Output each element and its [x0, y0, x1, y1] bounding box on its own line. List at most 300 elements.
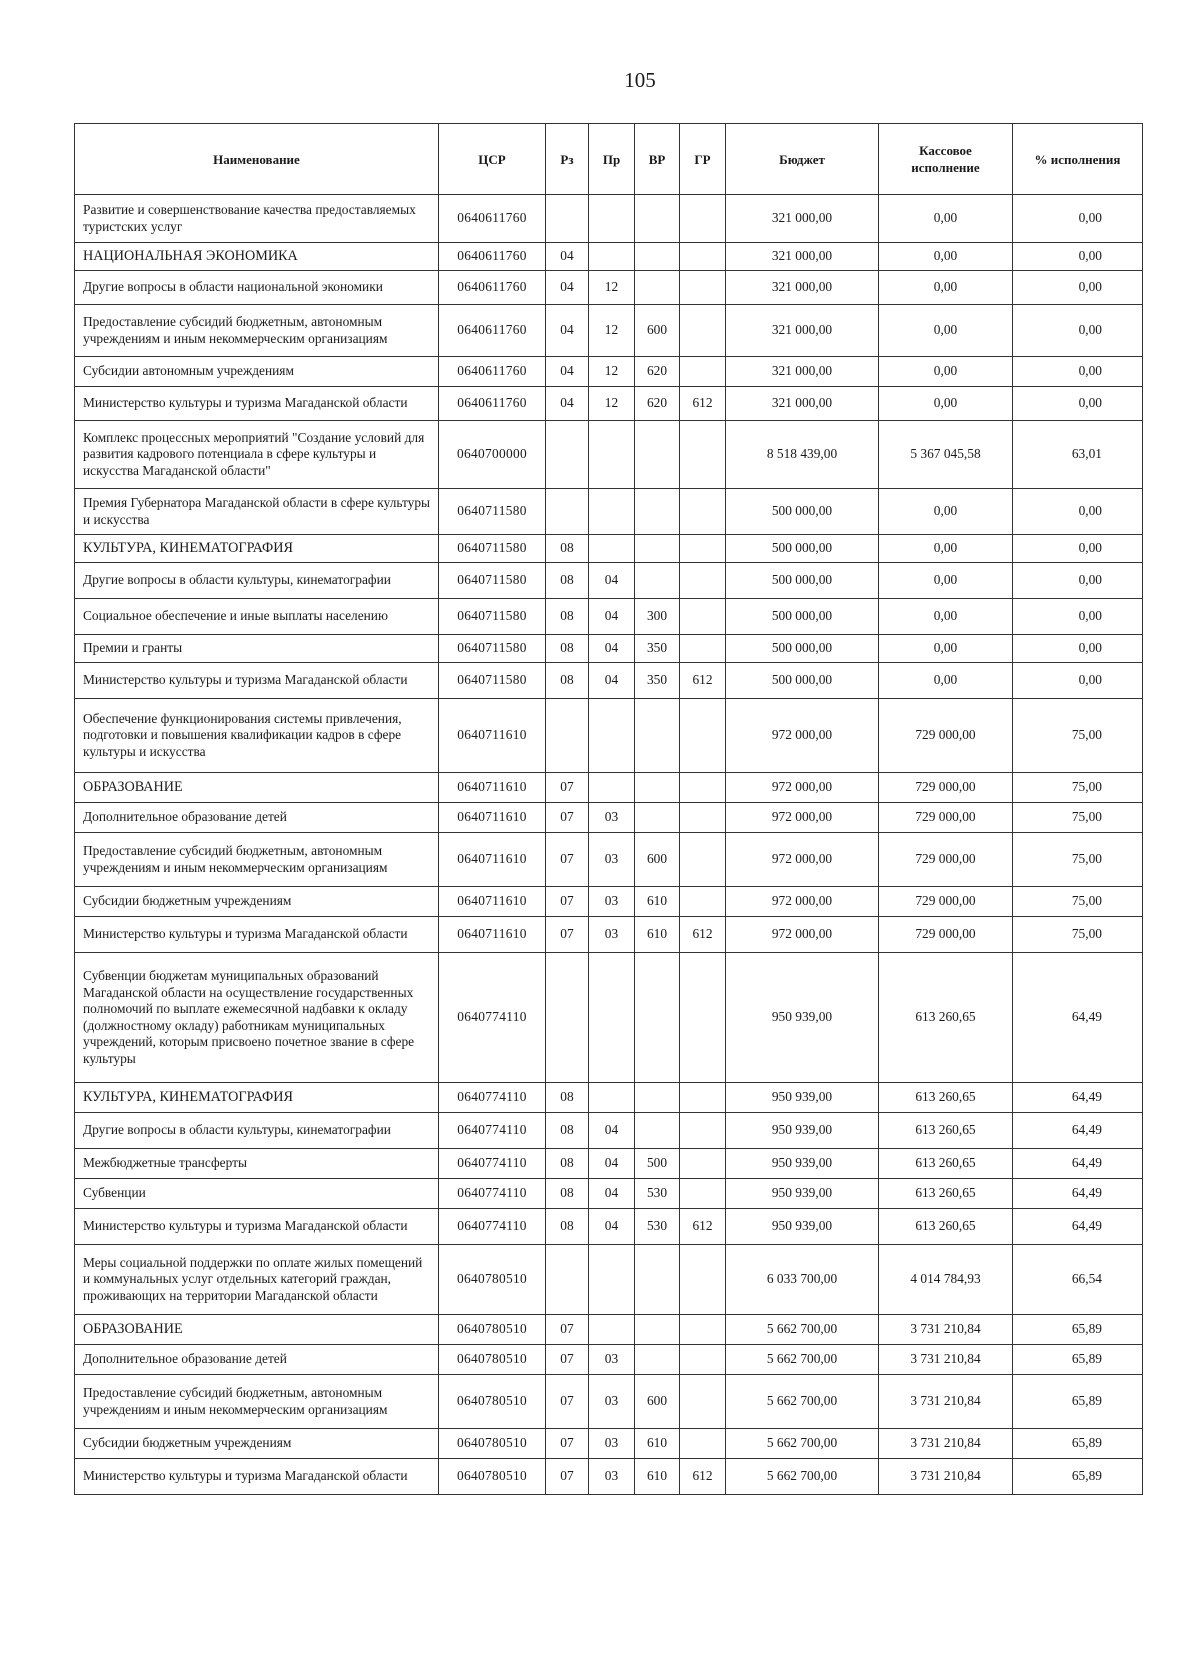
table-row — [75, 489, 1143, 535]
cell-exec: 0,00 — [879, 243, 1013, 271]
table-row — [75, 887, 1143, 917]
cell-exec: 729 000,00 — [879, 917, 1013, 953]
cell-budget: 972 000,00 — [726, 887, 879, 917]
cell-pr: 03 — [589, 833, 635, 887]
cell-pr: 03 — [589, 917, 635, 953]
cell-pct: 0,00 — [1013, 387, 1143, 421]
column-header-budget: Бюджет — [726, 124, 879, 195]
cell-pr: 12 — [589, 387, 635, 421]
cell-pr: 03 — [589, 803, 635, 833]
cell-rz — [546, 489, 589, 535]
cell-exec: 0,00 — [879, 195, 1013, 243]
cell-pr: 04 — [589, 1113, 635, 1149]
cell-pr: 04 — [589, 1149, 635, 1179]
cell-name: Премии и гранты — [75, 635, 439, 663]
cell-gr — [680, 887, 726, 917]
cell-exec: 3 731 210,84 — [879, 1429, 1013, 1459]
cell-gr — [680, 1149, 726, 1179]
cell-pr: 04 — [589, 1209, 635, 1245]
cell-vr — [635, 1083, 680, 1113]
cell-pr: 04 — [589, 599, 635, 635]
cell-csr: 0640711580 — [439, 563, 546, 599]
cell-budget: 5 662 700,00 — [726, 1459, 879, 1495]
cell-budget: 950 939,00 — [726, 1209, 879, 1245]
table-row — [75, 699, 1143, 773]
cell-budget: 321 000,00 — [726, 387, 879, 421]
cell-name: Дополнительное образование детей — [75, 803, 439, 833]
table-row — [75, 1245, 1143, 1315]
cell-csr: 0640774110 — [439, 1149, 546, 1179]
cell-gr — [680, 535, 726, 563]
cell-name: Социальное обеспечение и иные выплаты населению — [75, 599, 439, 635]
cell-pct: 0,00 — [1013, 563, 1143, 599]
cell-vr — [635, 953, 680, 1083]
cell-budget: 500 000,00 — [726, 635, 879, 663]
cell-rz: 07 — [546, 1315, 589, 1345]
cell-pr: 03 — [589, 1459, 635, 1495]
cell-name: Меры социальной поддержки по оплате жилых помещений и коммунальных услуг отдельных категорий граждан, проживающих на территории Магаданской области — [75, 1245, 439, 1315]
cell-pct: 64,49 — [1013, 1209, 1143, 1245]
cell-name: Развитие и совершенствование качества предоставляемых туристских услуг — [75, 195, 439, 243]
cell-name: Межбюджетные трансферты — [75, 1149, 439, 1179]
cell-pr — [589, 1083, 635, 1113]
cell-csr: 0640611760 — [439, 243, 546, 271]
cell-vr — [635, 243, 680, 271]
table-row — [75, 773, 1143, 803]
cell-pct: 64,49 — [1013, 1179, 1143, 1209]
cell-pr: 04 — [589, 663, 635, 699]
table-row — [75, 917, 1143, 953]
table-row — [75, 663, 1143, 699]
cell-csr: 0640700000 — [439, 421, 546, 489]
cell-exec: 613 260,65 — [879, 1209, 1013, 1245]
cell-vr — [635, 271, 680, 305]
cell-pct: 75,00 — [1013, 803, 1143, 833]
cell-pr: 12 — [589, 357, 635, 387]
cell-rz: 07 — [546, 917, 589, 953]
cell-gr — [680, 271, 726, 305]
cell-pct: 65,89 — [1013, 1375, 1143, 1429]
cell-rz: 08 — [546, 663, 589, 699]
cell-budget: 972 000,00 — [726, 803, 879, 833]
cell-exec: 0,00 — [879, 489, 1013, 535]
cell-rz — [546, 421, 589, 489]
cell-exec: 0,00 — [879, 305, 1013, 357]
cell-name: ОБРАЗОВАНИЕ — [75, 1315, 439, 1345]
cell-pct: 64,49 — [1013, 1149, 1143, 1179]
cell-pr: 04 — [589, 563, 635, 599]
cell-rz: 08 — [546, 1179, 589, 1209]
cell-name: Субвенции — [75, 1179, 439, 1209]
cell-rz: 08 — [546, 599, 589, 635]
cell-name: Министерство культуры и туризма Магаданской области — [75, 1459, 439, 1495]
table-header-row — [75, 124, 1143, 195]
cell-pct: 0,00 — [1013, 489, 1143, 535]
cell-csr: 0640780510 — [439, 1429, 546, 1459]
cell-pct: 75,00 — [1013, 887, 1143, 917]
cell-exec: 4 014 784,93 — [879, 1245, 1013, 1315]
cell-csr: 0640611760 — [439, 305, 546, 357]
cell-rz — [546, 1245, 589, 1315]
cell-vr: 610 — [635, 917, 680, 953]
cell-pct: 0,00 — [1013, 635, 1143, 663]
cell-csr: 0640711610 — [439, 773, 546, 803]
cell-rz: 04 — [546, 243, 589, 271]
cell-vr — [635, 563, 680, 599]
cell-budget: 500 000,00 — [726, 663, 879, 699]
cell-rz: 08 — [546, 535, 589, 563]
table-row — [75, 357, 1143, 387]
cell-rz: 08 — [546, 1149, 589, 1179]
cell-rz — [546, 699, 589, 773]
cell-vr: 610 — [635, 1429, 680, 1459]
cell-budget: 950 939,00 — [726, 1113, 879, 1149]
cell-pct: 0,00 — [1013, 663, 1143, 699]
cell-exec: 3 731 210,84 — [879, 1345, 1013, 1375]
cell-csr: 0640780510 — [439, 1245, 546, 1315]
cell-exec: 0,00 — [879, 563, 1013, 599]
cell-pct: 0,00 — [1013, 271, 1143, 305]
cell-rz: 07 — [546, 1429, 589, 1459]
column-header-csr: ЦСР — [439, 124, 546, 195]
cell-gr — [680, 421, 726, 489]
cell-csr: 0640711610 — [439, 699, 546, 773]
cell-name: Министерство культуры и туризма Магаданской области — [75, 1209, 439, 1245]
column-header-gr: ГР — [680, 124, 726, 195]
cell-csr: 0640780510 — [439, 1459, 546, 1495]
cell-pr: 12 — [589, 305, 635, 357]
cell-vr — [635, 421, 680, 489]
cell-name: Субвенции бюджетам муниципальных образований Магаданской области на осуществление государственных полномочий по выплате ежемесячной надбавки к окладу (должностному окладу) работникам муниципальных учреждений, которым присвоено почетное звание в сфере культуры — [75, 953, 439, 1083]
cell-exec: 613 260,65 — [879, 953, 1013, 1083]
cell-pr — [589, 421, 635, 489]
cell-budget: 5 662 700,00 — [726, 1429, 879, 1459]
cell-rz: 07 — [546, 773, 589, 803]
cell-exec: 0,00 — [879, 663, 1013, 699]
cell-gr — [680, 1429, 726, 1459]
table-row — [75, 271, 1143, 305]
cell-vr: 530 — [635, 1179, 680, 1209]
column-header-pr: Пр — [589, 124, 635, 195]
cell-exec: 0,00 — [879, 387, 1013, 421]
cell-budget: 5 662 700,00 — [726, 1345, 879, 1375]
cell-exec: 3 731 210,84 — [879, 1315, 1013, 1345]
cell-vr — [635, 1315, 680, 1345]
cell-rz: 04 — [546, 357, 589, 387]
cell-name: Предоставление субсидий бюджетным, автономным учреждениям и иным некоммерческим организациям — [75, 833, 439, 887]
cell-gr — [680, 563, 726, 599]
cell-csr: 0640711580 — [439, 535, 546, 563]
cell-pr — [589, 773, 635, 803]
cell-vr: 600 — [635, 305, 680, 357]
cell-csr: 0640711610 — [439, 833, 546, 887]
cell-csr: 0640774110 — [439, 1179, 546, 1209]
cell-gr — [680, 1375, 726, 1429]
table-row — [75, 305, 1143, 357]
cell-rz: 07 — [546, 1375, 589, 1429]
table-row — [75, 421, 1143, 489]
cell-csr: 0640774110 — [439, 1113, 546, 1149]
column-header-name: Наименование — [75, 124, 439, 195]
column-header-vr: ВР — [635, 124, 680, 195]
cell-csr: 0640711610 — [439, 917, 546, 953]
cell-pct: 63,01 — [1013, 421, 1143, 489]
cell-vr: 610 — [635, 1459, 680, 1495]
table-row — [75, 1083, 1143, 1113]
cell-name: Предоставление субсидий бюджетным, автономным учреждениям и иным некоммерческим организациям — [75, 1375, 439, 1429]
cell-budget: 950 939,00 — [726, 953, 879, 1083]
cell-exec: 0,00 — [879, 599, 1013, 635]
cell-name: Министерство культуры и туризма Магаданской области — [75, 663, 439, 699]
cell-pct: 0,00 — [1013, 195, 1143, 243]
cell-vr — [635, 1113, 680, 1149]
cell-exec: 0,00 — [879, 271, 1013, 305]
cell-budget: 972 000,00 — [726, 833, 879, 887]
cell-budget: 972 000,00 — [726, 699, 879, 773]
cell-budget: 321 000,00 — [726, 357, 879, 387]
cell-rz: 08 — [546, 1209, 589, 1245]
table-row — [75, 1459, 1143, 1495]
cell-csr: 0640711580 — [439, 599, 546, 635]
table-row — [75, 1345, 1143, 1375]
cell-name: Министерство культуры и туризма Магаданской области — [75, 917, 439, 953]
cell-pr: 03 — [589, 887, 635, 917]
cell-pr: 03 — [589, 1429, 635, 1459]
cell-name: Субсидии бюджетным учреждениям — [75, 1429, 439, 1459]
cell-exec: 0,00 — [879, 357, 1013, 387]
cell-gr — [680, 305, 726, 357]
cell-rz — [546, 195, 589, 243]
cell-rz: 07 — [546, 833, 589, 887]
cell-pr — [589, 489, 635, 535]
table-row — [75, 1149, 1143, 1179]
cell-name: Другие вопросы в области культуры, кинематографии — [75, 563, 439, 599]
cell-gr — [680, 489, 726, 535]
cell-budget: 972 000,00 — [726, 773, 879, 803]
cell-name: Обеспечение функционирования системы привлечения, подготовки и повышения квалификации кадров в сфере культуры и искусства — [75, 699, 439, 773]
cell-pr: 03 — [589, 1345, 635, 1375]
cell-rz: 07 — [546, 1345, 589, 1375]
cell-name: НАЦИОНАЛЬНАЯ ЭКОНОМИКА — [75, 243, 439, 271]
cell-budget: 972 000,00 — [726, 917, 879, 953]
cell-budget: 500 000,00 — [726, 535, 879, 563]
cell-exec: 729 000,00 — [879, 803, 1013, 833]
column-header-execution: Кассовое исполнение — [879, 124, 1013, 195]
cell-vr: 350 — [635, 635, 680, 663]
cell-csr: 0640711580 — [439, 489, 546, 535]
cell-rz: 07 — [546, 1459, 589, 1495]
cell-budget: 321 000,00 — [726, 195, 879, 243]
cell-budget: 950 939,00 — [726, 1083, 879, 1113]
cell-vr: 500 — [635, 1149, 680, 1179]
page-number: 105 — [624, 68, 656, 92]
cell-gr: 612 — [680, 387, 726, 421]
table-row — [75, 635, 1143, 663]
cell-gr: 612 — [680, 1209, 726, 1245]
table-row — [75, 535, 1143, 563]
cell-gr — [680, 803, 726, 833]
table-row — [75, 803, 1143, 833]
cell-pct: 0,00 — [1013, 357, 1143, 387]
cell-pr — [589, 243, 635, 271]
cell-vr: 600 — [635, 833, 680, 887]
cell-exec: 5 367 045,58 — [879, 421, 1013, 489]
cell-gr — [680, 357, 726, 387]
cell-vr — [635, 1245, 680, 1315]
cell-csr: 0640611760 — [439, 195, 546, 243]
cell-vr: 600 — [635, 1375, 680, 1429]
table-row — [75, 243, 1143, 271]
cell-exec: 3 731 210,84 — [879, 1375, 1013, 1429]
table-row — [75, 195, 1143, 243]
cell-name: Субсидии автономным учреждениям — [75, 357, 439, 387]
cell-budget: 321 000,00 — [726, 243, 879, 271]
cell-exec: 613 260,65 — [879, 1179, 1013, 1209]
cell-name: Другие вопросы в области культуры, кинематографии — [75, 1113, 439, 1149]
cell-csr: 0640711580 — [439, 635, 546, 663]
cell-pct: 65,89 — [1013, 1315, 1143, 1345]
cell-rz: 04 — [546, 387, 589, 421]
cell-name: Дополнительное образование детей — [75, 1345, 439, 1375]
cell-budget: 321 000,00 — [726, 271, 879, 305]
cell-name: ОБРАЗОВАНИЕ — [75, 773, 439, 803]
cell-vr — [635, 699, 680, 773]
cell-gr: 612 — [680, 1459, 726, 1495]
table-row — [75, 833, 1143, 887]
cell-rz: 08 — [546, 1113, 589, 1149]
cell-pct: 75,00 — [1013, 699, 1143, 773]
cell-csr: 0640711580 — [439, 663, 546, 699]
cell-rz: 07 — [546, 803, 589, 833]
cell-exec: 729 000,00 — [879, 887, 1013, 917]
cell-csr: 0640780510 — [439, 1375, 546, 1429]
cell-rz — [546, 953, 589, 1083]
table-row — [75, 563, 1143, 599]
cell-budget: 500 000,00 — [726, 563, 879, 599]
cell-pr — [589, 953, 635, 1083]
table-row — [75, 1429, 1143, 1459]
cell-name: Министерство культуры и туризма Магаданской области — [75, 387, 439, 421]
cell-pr — [589, 699, 635, 773]
cell-vr: 300 — [635, 599, 680, 635]
cell-exec: 613 260,65 — [879, 1083, 1013, 1113]
cell-gr — [680, 1245, 726, 1315]
column-header-percent: % исполнения — [1013, 124, 1143, 195]
budget-table — [74, 123, 1143, 1495]
cell-gr — [680, 195, 726, 243]
cell-rz: 04 — [546, 305, 589, 357]
table-row — [75, 387, 1143, 421]
cell-gr — [680, 1113, 726, 1149]
cell-name: Другие вопросы в области национальной экономики — [75, 271, 439, 305]
cell-pct: 65,89 — [1013, 1459, 1143, 1495]
cell-gr: 612 — [680, 663, 726, 699]
cell-pct: 0,00 — [1013, 305, 1143, 357]
cell-csr: 0640774110 — [439, 1209, 546, 1245]
cell-name: КУЛЬТУРА, КИНЕМАТОГРАФИЯ — [75, 1083, 439, 1113]
cell-exec: 3 731 210,84 — [879, 1459, 1013, 1495]
cell-csr: 0640611760 — [439, 387, 546, 421]
cell-gr — [680, 243, 726, 271]
cell-vr — [635, 1345, 680, 1375]
table-row — [75, 1179, 1143, 1209]
cell-vr — [635, 489, 680, 535]
table-row — [75, 1209, 1143, 1245]
cell-exec: 729 000,00 — [879, 699, 1013, 773]
cell-budget: 5 662 700,00 — [726, 1375, 879, 1429]
cell-vr: 530 — [635, 1209, 680, 1245]
cell-budget: 8 518 439,00 — [726, 421, 879, 489]
cell-exec: 613 260,65 — [879, 1149, 1013, 1179]
cell-pr: 04 — [589, 635, 635, 663]
cell-vr — [635, 803, 680, 833]
cell-rz: 08 — [546, 635, 589, 663]
cell-rz: 07 — [546, 887, 589, 917]
cell-pr — [589, 195, 635, 243]
cell-exec: 0,00 — [879, 535, 1013, 563]
cell-gr — [680, 1345, 726, 1375]
table-row — [75, 1375, 1143, 1429]
column-header-rz: Рз — [546, 124, 589, 195]
cell-gr — [680, 599, 726, 635]
cell-budget: 500 000,00 — [726, 489, 879, 535]
cell-pr — [589, 1245, 635, 1315]
cell-budget: 950 939,00 — [726, 1149, 879, 1179]
cell-pr — [589, 1315, 635, 1345]
cell-gr — [680, 833, 726, 887]
cell-vr: 620 — [635, 357, 680, 387]
cell-pct: 64,49 — [1013, 953, 1143, 1083]
cell-name: Субсидии бюджетным учреждениям — [75, 887, 439, 917]
cell-gr — [680, 953, 726, 1083]
cell-budget: 950 939,00 — [726, 1179, 879, 1209]
cell-vr — [635, 195, 680, 243]
cell-csr: 0640611760 — [439, 271, 546, 305]
cell-gr — [680, 635, 726, 663]
cell-budget: 321 000,00 — [726, 305, 879, 357]
cell-vr: 620 — [635, 387, 680, 421]
cell-exec: 729 000,00 — [879, 833, 1013, 887]
cell-name: Премия Губернатора Магаданской области в сфере культуры и искусства — [75, 489, 439, 535]
cell-exec: 613 260,65 — [879, 1113, 1013, 1149]
cell-name: Комплекс процессных мероприятий "Создание условий для развития кадрового потенциала в сфере культуры и искусства Магаданской области" — [75, 421, 439, 489]
cell-budget: 6 033 700,00 — [726, 1245, 879, 1315]
table-row — [75, 953, 1143, 1083]
cell-vr — [635, 535, 680, 563]
table-row — [75, 1315, 1143, 1345]
cell-csr: 0640780510 — [439, 1345, 546, 1375]
cell-budget: 500 000,00 — [726, 599, 879, 635]
cell-pct: 75,00 — [1013, 917, 1143, 953]
cell-vr: 610 — [635, 887, 680, 917]
table-row — [75, 599, 1143, 635]
cell-name: КУЛЬТУРА, КИНЕМАТОГРАФИЯ — [75, 535, 439, 563]
cell-csr: 0640611760 — [439, 357, 546, 387]
cell-csr: 0640780510 — [439, 1315, 546, 1345]
cell-rz: 04 — [546, 271, 589, 305]
cell-gr — [680, 773, 726, 803]
cell-pct: 0,00 — [1013, 599, 1143, 635]
cell-csr: 0640774110 — [439, 1083, 546, 1113]
cell-budget: 5 662 700,00 — [726, 1315, 879, 1345]
cell-pr: 03 — [589, 1375, 635, 1429]
cell-vr: 350 — [635, 663, 680, 699]
cell-pct: 0,00 — [1013, 243, 1143, 271]
cell-gr — [680, 1083, 726, 1113]
cell-name: Предоставление субсидий бюджетным, автономным учреждениям и иным некоммерческим организациям — [75, 305, 439, 357]
cell-gr: 612 — [680, 917, 726, 953]
cell-pct: 66,54 — [1013, 1245, 1143, 1315]
